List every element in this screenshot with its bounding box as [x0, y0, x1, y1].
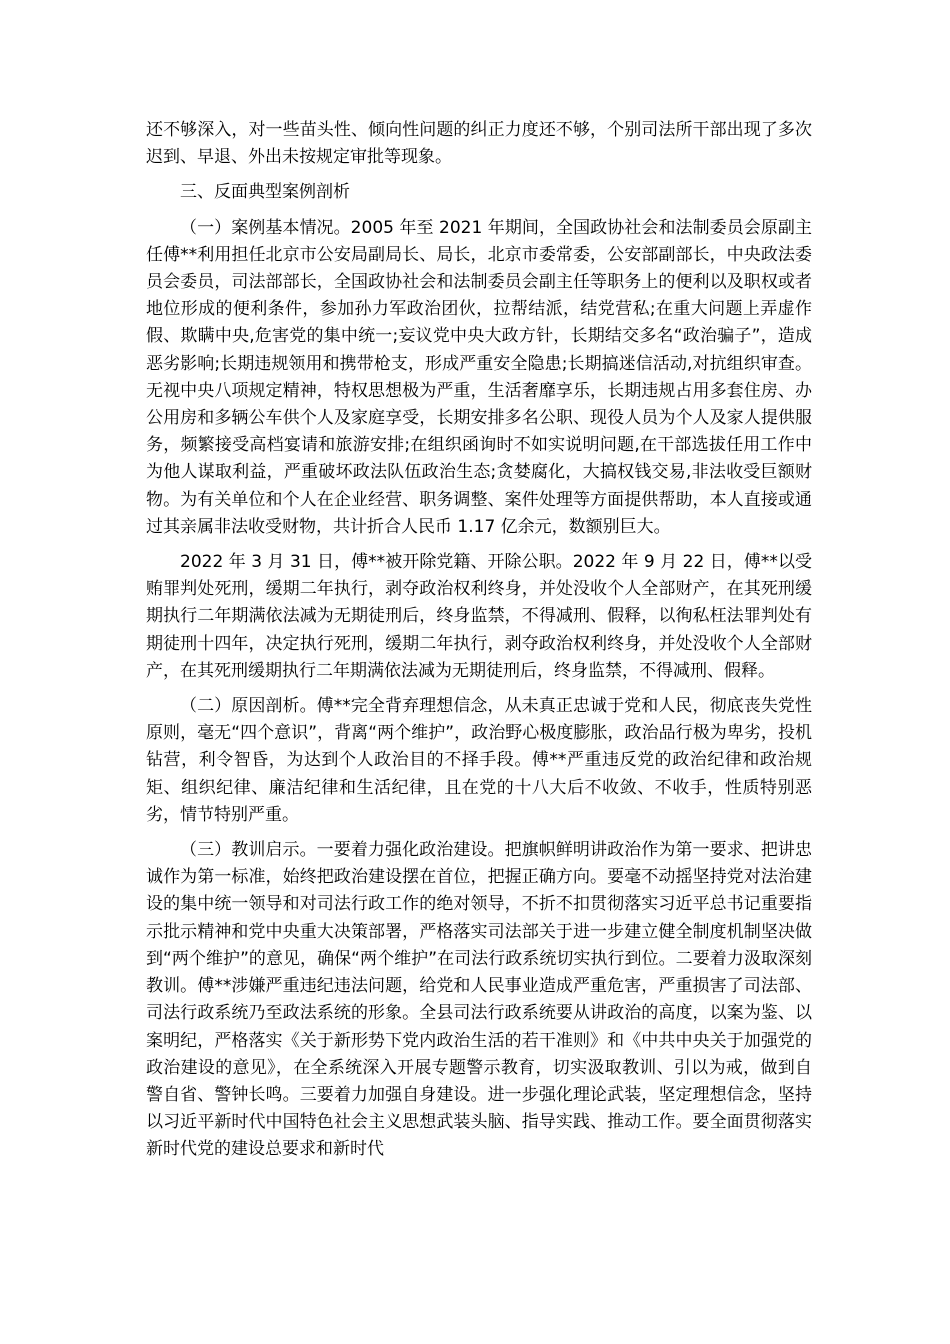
paragraph-case-overview: （一）案例基本情况。2005 年至 2021 年期间，全国政协社会和法制委员会原副主任傅**利用担任北京市公安局副局长、局长，北京市委常委，公安部副部长，中央政法委员会委员，司法部部长，全国政协社会和法制委员会副主任等职务上的便利以及职权或者地位形成的便利条件，参加孙力军政治团伙，拉帮结派，结党营私;在重大问题上弄虚作假、欺瞒中央,危害党的集中统一;妄议党中央大政方针，长期结交多名“政治骗子”，造成恶劣影响;长期违规领用和携带枪支，形成严重安全隐患;长期搞迷信活动,对抗组织审查。无视中央八项规定精神，特权思想极为严重，生活奢靡享乐，长期违规占用多套住房、办公用房和多辆公车供个人及家庭享受，长期安排多名公职、现役人员为个人及家人提供服务，频繁接受高档宴请和旅游安排;在组织函询时不如实说明问题,在干部选拔任用工作中为他人谋取利益，严重破坏政法队伍政治生态;贪婪腐化，大搞权钱交易,非法收受巨额财物。为有关单位和个人在企业经营、职务调整、案件处理等方面提供帮助，本人直接或通过其亲属非法收受财物，共计折合人民币 1.17 亿余元，数额别巨大。: [146, 217, 812, 537]
paragraph-sentence: 2022 年 3 月 31 日，傅**被开除党籍、开除公职。2022 年 9 月 22 日，傅**以受贿罪判处死刑，缓期二年执行，剥夺政治权利终身，并处没收个人全部财产，在其死刑缓期执行二年期满依法减为无期徒刑后，终身监禁，不得减刑、假释，以徇私枉法罪判处有期徒刑十四年，决定执行死刑，缓期二年执行，剥夺政治权利终身，并处没收个人全部财产，在其死刑缓期执行二年期满依法减为无期徒刑后，终身监禁，不得减刑、假释。: [146, 552, 812, 681]
paragraph-continuation: 还不够深入，对一些苗头性、倾向性问题的纠正力度还不够，个别司法所干部出现了多次迟到、早退、外出未按规定审批等现象。: [146, 120, 812, 168]
document-body: [146, 117, 812, 1172]
paragraph-lessons: （三）教训启示。一要着力强化政治建设。把旗帜鲜明讲政治作为第一要求、把讲忠诚作为第一标准，始终把政治建设摆在首位，把握正确方向。要毫不动摇坚持党对法治建设的集中统一领导和对司法行政工作的绝对领导，不折不扣贯彻落实习近平总书记重要指示批示精神和党中央重大决策部署，严格落实司法部关于进一步建立健全制度机制坚决做到“两个维护”的意见，确保“两个维护”在司法行政系统切实执行到位。二要着力汲取深刻教训。傅**涉嫌严重违纪违法问题，给党和人民事业造成严重危害，严重损害了司法部、司法行政系统乃至政法系统的形象。全县司法行政系统要从讲政治的高度，以案为鉴、以案明纪，严格落实《关于新形势下党内政治生活的若干准则》和《中共中央关于加强党的政治建设的意见》，在全系统深入开展专题警示教育，切实汲取教训、引以为戒，做到自警自省、警钟长鸣。三要着力加强自身建设。进一步强化理论武装，坚定理想信念，坚持以习近平新时代中国特色社会主义思想武装头脑、指导实践、推动工作。要全面贯彻落实新时代党的建设总要求和新时代: [146, 840, 812, 1160]
section-heading: 三、反面典型案例剖析: [180, 182, 350, 203]
paragraph-cause-analysis: （二）原因剖析。傅**完全背弃理想信念，从未真正忠诚于党和人民，彻底丧失党性原则，毫无“四个意识”，背离“两个维护”，政治野心极度膨胀，政治品行极为卑劣，投机钻营，利令智昏，为达到个人政治目的不择手段。傅**严重违反党的政治纪律和政治规矩、组织纪律、廉洁纪律和生活纪律，且在党的十八大后不收敛、不收手，性质特别恶劣，情节特别严重。: [146, 696, 812, 825]
